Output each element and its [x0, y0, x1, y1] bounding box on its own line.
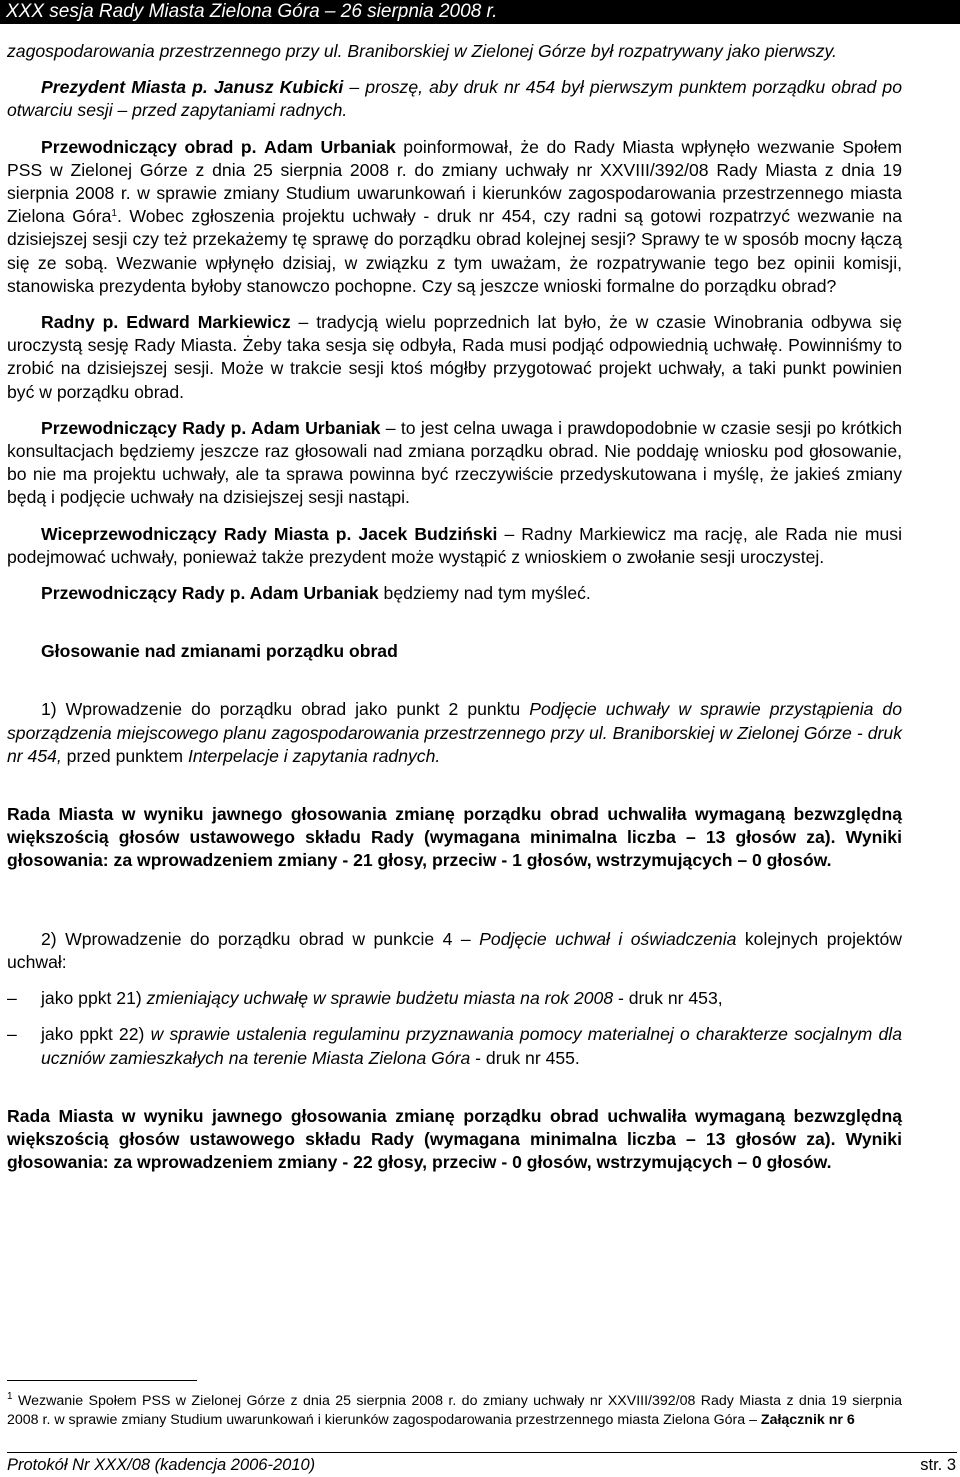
list-text-cont: - druk nr 455. [470, 1047, 580, 1068]
paragraph-chair-2 [7, 417, 902, 510]
section-heading-text: Głosowanie nad zmianami porządku obrad [41, 641, 398, 662]
vote-result-text: Rada Miasta w wyniku jawnego głosowania zmianę porządku obrad uchwaliła wymaganą bezwzględną większością głosów ustawowego składu Rady (wymagana minimalna liczba – 13 głosów za). Wyniki głosowania: za wprowadzeniem zmiany - 21 głosy, przeciw - 1 głosów, wstrzymujących – 0 głosów. [7, 804, 902, 871]
item-ref: Interpelacje i zapytania radnych. [187, 745, 441, 766]
speaker: Przewodniczący Rady p. Adam Urbaniak [41, 583, 379, 604]
vote-result-1 [7, 803, 902, 873]
section-heading [7, 640, 902, 663]
paragraph-chair-3 [7, 582, 902, 605]
footnote-ref: 1 [111, 208, 117, 220]
item-title: Podjęcie uchwały w sprawie przystąpienia do sporządzenia miejscowego planu zagospodarowania przestrzennego przy ul. Braniborskiej w Zielonej Górze - druk nr 454, [7, 699, 902, 766]
footnote-number: 1 [7, 1391, 13, 1402]
list-text: jako ppkt 22) [41, 1024, 151, 1045]
speech-cont: . Wobec zgłoszenia projektu uchwały - druk nr 454, czy radni są gotowi rozpatrzyć wezwanie na dzisiejszej sesji czy też przekażemy tę sprawę do porządku obrad kolejnej sesji? Sprawy te w sposób mocny łączą się ze sobą. Wezwanie wpłynęło dzisiaj, w związku z tym uważam, że rozpatrywanie tego bez opinii komisji, stanowiska prezydenta byłoby stanowczo pochopne. Czy są jeszcze wnioski formalne do porządku obrad? [7, 206, 902, 296]
speech: będziemy nad tym myśleć. [378, 583, 591, 604]
speech: – tradycją wielu poprzednich lat było, że w czasie Winobrania odbywa się uroczystą sesję Rady Miasta. Żeby taka sesja się odbyła, Rada musi podjąć odpowiednią uchwałę. Powinniśmy to zrobić na dzisiejszej sesji. Może w trakcie sesji ktoś mógłby przygotować projekt uchwały, a taki punkt powinien być w porządku obrad. [7, 312, 902, 402]
speaker-name: Adam Urbaniak [264, 136, 396, 157]
footnote-attachment: Załącznik nr 6 [760, 1412, 855, 1428]
footnote-text: Wezwanie Społem PSS w Zielonej Górze z dnia 25 sierpnia 2008 r. do zmiany uchwały nr XXVIII/392/08 Rady Miasta z dnia 19 sierpnia 2008 r. w sprawie zmiany Studium uwarunkowań i kierunków zagospodarowania przestrzennego miasta Zielona Góra – [7, 1393, 902, 1428]
item-text: 1) Wprowadzenie do porządku obrad jako punkt 2 punktu [41, 699, 530, 720]
speaker-role: Przewodniczący obrad p. [41, 136, 257, 157]
header-title: XXX sesja Rady Miasta Zielona Góra – 26 sierpnia 2008 r. [6, 1, 498, 22]
paragraph-councillor [7, 311, 902, 404]
vote-item-2 [7, 928, 902, 974]
page-number: str. 3 [920, 1456, 956, 1474]
speech: poinformował, że do Rady Miasta wpłynęło wezwanie Społem PSS w Zielonej Górze z dnia 25 sierpnia 2008 r. do zmiany uchwały nr XXVIII/392/08 Rady Miasta z dnia 19 sierpnia 2008 r. w sprawie zmiany Studium uwarunkowań i kierunków zagospodarowania przestrzennego miasta Zielona Góra [7, 136, 903, 227]
vote-item-1 [7, 698, 902, 768]
speech: – proszę, aby druk nr 454 był pierwszym punktem porządku obrad po otwarciu sesji – przed zapytaniami radnych. [7, 77, 902, 121]
item-text-cont: przed punktem [61, 745, 188, 766]
list-title: w sprawie ustalenia regulaminu przyznawania pomocy materialnej o charakterze socjalnym dla uczniów zamieszkałych na terenie Miasta Zielona Góra [41, 1024, 902, 1068]
list-item [7, 1023, 902, 1069]
page-header [0, 0, 960, 24]
item-text-cont: kolejnych projektów uchwał: [7, 928, 902, 972]
paragraph-vice-chair [7, 523, 902, 569]
speaker-role: Radny p. [41, 312, 119, 333]
list-text: jako ppkt 21) [41, 988, 147, 1009]
speaker: Prezydent Miasta p. Janusz Kubicki [41, 77, 344, 98]
list-text-cont: - druk nr 453, [613, 988, 723, 1009]
speaker-name: Edward Markiewicz [126, 312, 291, 333]
vote-result-2 [7, 1105, 902, 1175]
footer-protocol: Protokół Nr XXX/08 (kadencja 2006-2010) [7, 1456, 316, 1474]
footnote [7, 1392, 902, 1430]
paragraph-chair [7, 136, 902, 298]
speech: – to jest celna uwaga i prawdopodobnie w czasie sesji po krótkich konsultacjach będziemy jeszcze raz głosowali nad zmiana porządku obrad. Nie poddaję wniosku pod głosowanie, bo nie ma projektu uchwały, ale ta sprawa powinna być rzeczywiście przedyskutowana i myślę, że jakieś zmiany będą i podjęcie uchwały na dzisiejszej sesji nastąpi. [7, 417, 902, 508]
footnote-separator [7, 1380, 197, 1381]
paragraph-president [7, 76, 902, 122]
list-item [7, 987, 902, 1010]
dash-bullet: – [7, 1024, 17, 1045]
item-title: Podjęcie uchwał i oświadczenia [479, 928, 737, 949]
list-title: zmieniający uchwałę w sprawie budżetu miasta na rok 2008 [146, 988, 614, 1009]
item-text: 2) Wprowadzenie do porządku obrad w punkcie 4 – [41, 928, 480, 949]
speech: – Radny Markiewicz ma rację, ale Rada nie musi podejmować uchwały, ponieważ także prezydent może wystąpić z wnioskiem o zwołanie sesji uroczystej. [7, 523, 903, 567]
footer-divider [7, 1452, 957, 1453]
dash-bullet: – [7, 988, 17, 1009]
speaker: Przewodniczący Rady p. Adam Urbaniak [41, 417, 381, 438]
speaker: Wiceprzewodniczący Rady Miasta p. Jacek Budziński [41, 523, 498, 544]
paragraph-1: zagospodarowania przestrzennego przy ul. Braniborskiej w Zielonej Górze był rozpatrywany jako pierwszy. [7, 41, 837, 61]
vote-result-text: Rada Miasta w wyniku jawnego głosowania zmianę porządku obrad uchwaliła wymaganą bezwzględną większością głosów ustawowego składu Rady (wymagana minimalna liczba – 13 głosów za). Wyniki głosowania: za wprowadzeniem zmiany - 22 głosy, przeciw - 0 głosów, wstrzymujących – 0 głosów. [7, 1105, 902, 1173]
document-body [7, 40, 902, 1187]
